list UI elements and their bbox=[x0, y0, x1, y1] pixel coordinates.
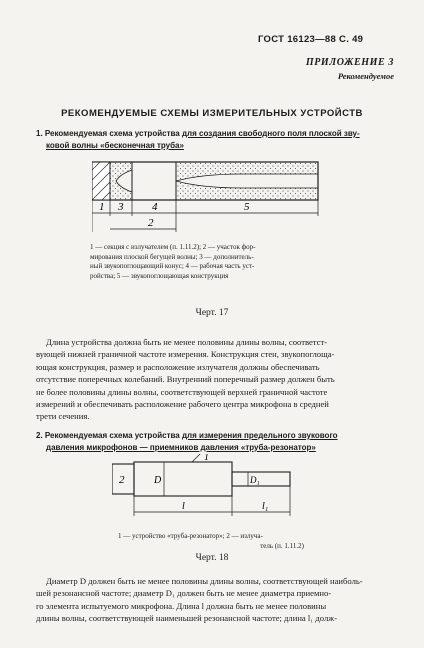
figure-17-caption bbox=[90, 243, 330, 281]
fig17-dim-5: 5 bbox=[244, 201, 250, 213]
figure-18-label: Черт. 18 bbox=[195, 553, 229, 563]
section-2-number: 2. bbox=[36, 431, 43, 440]
fig18-label-1: 1 bbox=[204, 454, 209, 463]
document-title: РЕКОМЕНДУЕМЫЕ СХЕМЫ ИЗМЕРИТЕЛЬНЫХ УСТРОЙСТВ bbox=[61, 108, 363, 119]
figure-17-diagram bbox=[92, 160, 320, 238]
paragraph-1-line: вующей нижней граничной частоте измерения. Конструкция стен, звукопоглоща- bbox=[36, 349, 335, 360]
paragraph-2 bbox=[36, 575, 391, 625]
fig17-cone-absorber bbox=[110, 162, 132, 200]
fig17-caption-line: ный звукопоглощающий конус; 4 — рабочая часть уст- bbox=[90, 262, 255, 270]
section-1-text-c: ковой волны «бесконечная труба» bbox=[46, 141, 184, 150]
section-1-heading bbox=[36, 128, 396, 152]
page-header: ГОСТ 16123—88 С. 49 bbox=[258, 34, 364, 45]
paragraph-1 bbox=[36, 336, 391, 423]
paragraph-1-line: трети сечения. bbox=[36, 411, 90, 422]
fig17-dim-1: 1 bbox=[99, 201, 105, 213]
section-1-text-b: для создания свободного поля плоской зву- bbox=[181, 129, 360, 138]
paragraph-2-line: шей резонансной частоте; диаметр D₁ должен быть не менее диаметра приемно- bbox=[36, 588, 332, 599]
fig17-dim-4: 4 bbox=[152, 201, 158, 213]
fig18-label-D1: D₁ bbox=[250, 475, 260, 485]
paragraph-2-line: длины волны, соответствующей наименьшей резонансной частоте; длина l₁ долж- bbox=[36, 613, 338, 624]
fig17-dim-3: 3 bbox=[118, 201, 124, 213]
fig17-caption-line: мирования плоской бегущей волны; 3 — дополнитель- bbox=[90, 252, 254, 261]
paragraph-1-line: ющая конструкция, размер и расположение излучателя должны обеспечивать bbox=[36, 361, 320, 372]
fig17-working-part bbox=[132, 162, 176, 200]
figure-17-label: Черт. 17 bbox=[195, 308, 229, 318]
fig18-tube bbox=[134, 462, 232, 496]
fig18-caption-line: 1 — устройство «труба-резонатор»; 2 — излуча- bbox=[118, 532, 263, 540]
fig17-caption-line: 1 — секция с излучателем (п. 1.11.2); 2 — участок фор- bbox=[90, 243, 256, 251]
section-1-text-a: Рекомендуемая схема устройства bbox=[44, 129, 182, 138]
fig18-label-2: 2 bbox=[119, 474, 125, 486]
fig17-dim-2: 2 bbox=[148, 217, 154, 229]
paragraph-2-line: Диаметр D должен быть не менее половины длины волны, соответствующей наиболь- bbox=[46, 576, 363, 586]
section-2-text-b: для измерения предельного звукового bbox=[181, 431, 338, 440]
paragraph-1-line: Длина устройства должна быть не менее половины длины волны, соответст- bbox=[46, 337, 328, 347]
paragraph-2-line: го элемента испытуемого микрофона. Длина l должна быть не менее половины bbox=[36, 600, 327, 611]
fig17-caption-line: ройства; 5 — звукопоглощающая конструкция bbox=[90, 271, 229, 280]
section-2-text-a: Рекомендуемая схема устройства bbox=[44, 431, 182, 440]
section-2-text-c: давления микрофонов — приемников давления «труба-резонатор» bbox=[46, 443, 316, 452]
fig18-caption-line: тель (п. 1.11.2) bbox=[260, 541, 304, 550]
figure-18-caption bbox=[118, 532, 318, 551]
fig18-label-l: l bbox=[182, 501, 185, 512]
fig18-label-l1: l₁ bbox=[262, 501, 269, 512]
appendix-status: Рекомендуемое bbox=[337, 71, 394, 81]
appendix-title: ПРИЛОЖЕНИЕ 3 bbox=[305, 57, 394, 68]
fig18-narrow-tube bbox=[232, 472, 290, 486]
figure-18-diagram bbox=[112, 454, 312, 528]
section-2-heading bbox=[36, 430, 396, 454]
paragraph-1-line: отсутствие поперечных колебаний. Внутренний поперечный размер должен быть bbox=[36, 374, 335, 385]
fig18-label-D: D bbox=[154, 475, 162, 486]
paragraph-1-line: не более половины длины волны, соответствующей верхней граничной частоте bbox=[36, 386, 328, 397]
section-1-number: 1. bbox=[36, 129, 43, 138]
paragraph-1-line: измерений и обеспечивать расположение рабочего центра микрофона в средней bbox=[36, 399, 329, 410]
